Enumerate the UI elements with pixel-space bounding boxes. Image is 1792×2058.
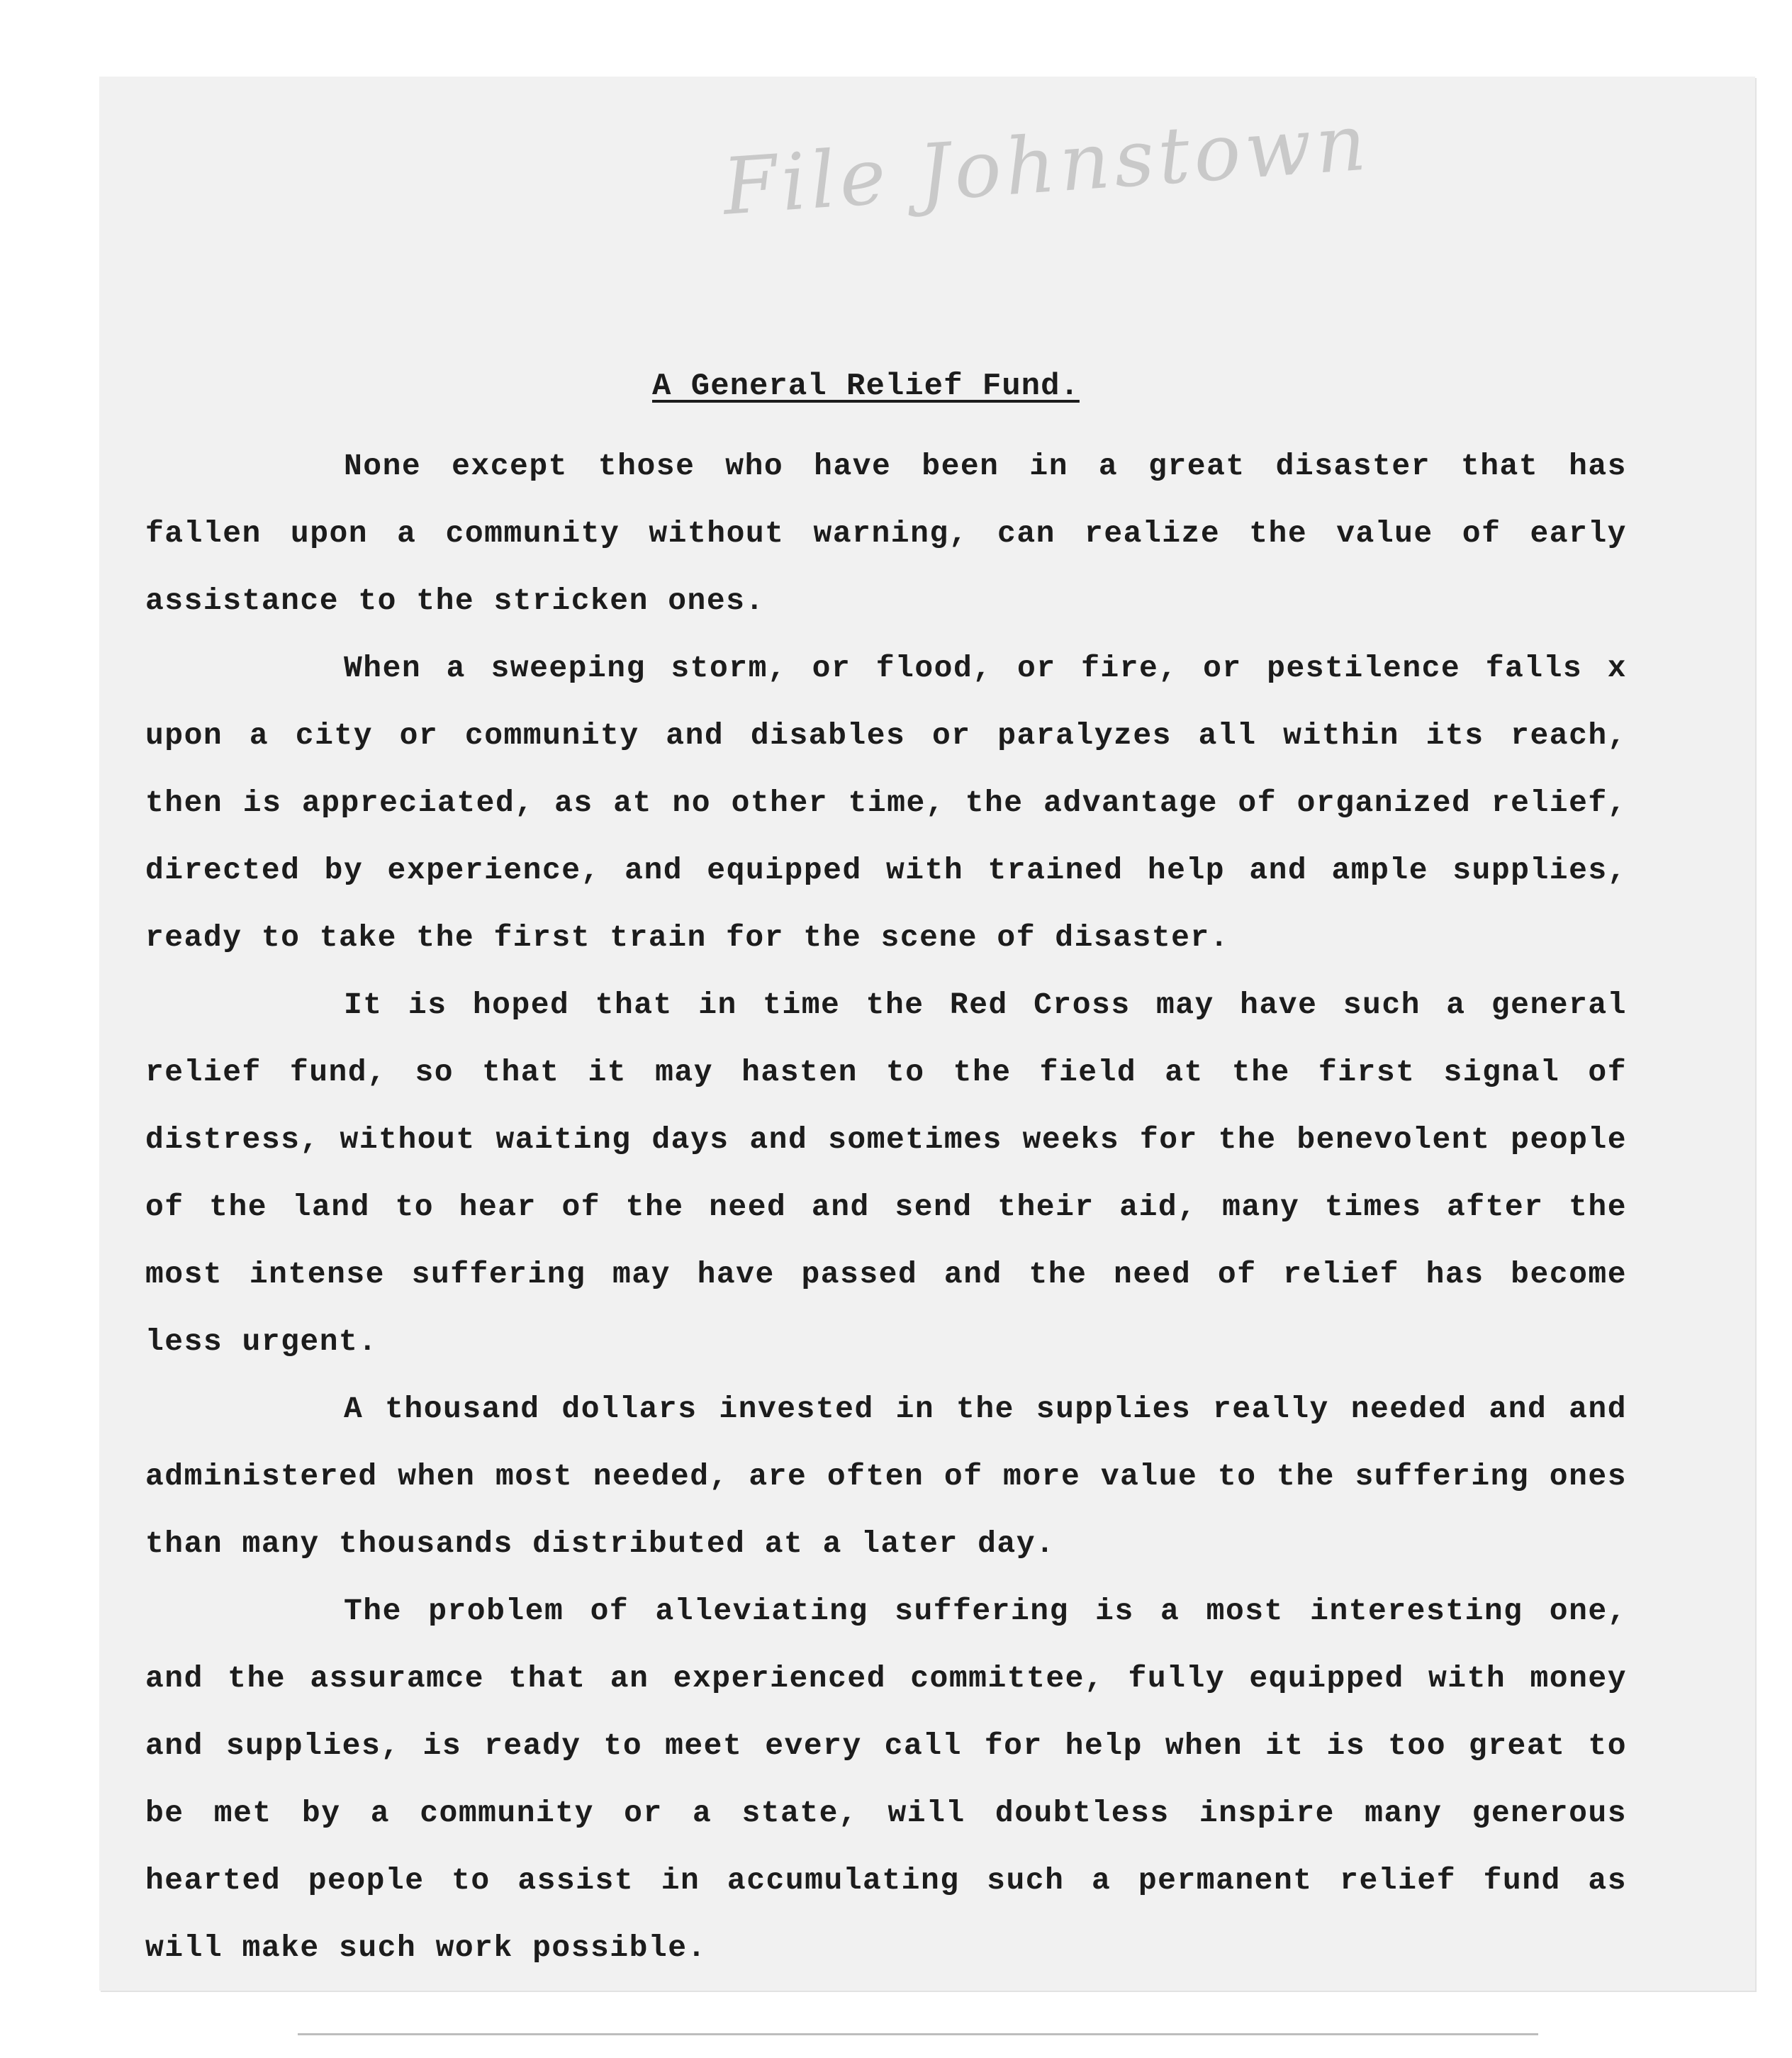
- paragraph: When a sweeping storm, or flood, or fire, or pestilence falls x upon a city or community and disables or paralyzes all within its reach, then is appreciated, as at no other time, the advantage of organized relief, directed by experience, and equipped with trained help and ample supplies, ready to take the first train for the scene of disaster.: [145, 651, 1627, 955]
- handwritten-annotation: File Johnstown: [719, 96, 1373, 233]
- page-edge-line: [298, 2033, 1538, 2035]
- paragraph: It is hoped that in time the Red Cross may have such a general relief fund, so that it may hasten to the field at the first signal of distress, without waiting days and sometimes weeks for the benevolent people of the land to hear of the need and send their aid, many times after the most intense suffering may have passed and the need of relief has become less urgent.: [145, 988, 1627, 1359]
- document-body: [145, 432, 1627, 1981]
- paragraph: A thousand dollars invested in the supplies really needed and and administered when most needed, are often of more value to the suffering ones than many thousands distributed at a later day.: [145, 1392, 1627, 1561]
- paragraph: None except those who have been in a great disaster that has fallen upon a community without warning, can realize the value of early assistance to the stricken ones.: [145, 449, 1627, 618]
- paragraph: The problem of alleviating suffering is a most interesting one, and the assuramce that an experienced committee, fully equipped with money and supplies, is ready to meet every call for help when it is too great to be met by a community or a state, will doubtless inspire many generous hearted people to assist in accumulating such a permanent relief fund as will make such work possible.: [145, 1594, 1627, 1965]
- document-title: A General Relief Fund.: [652, 369, 1080, 404]
